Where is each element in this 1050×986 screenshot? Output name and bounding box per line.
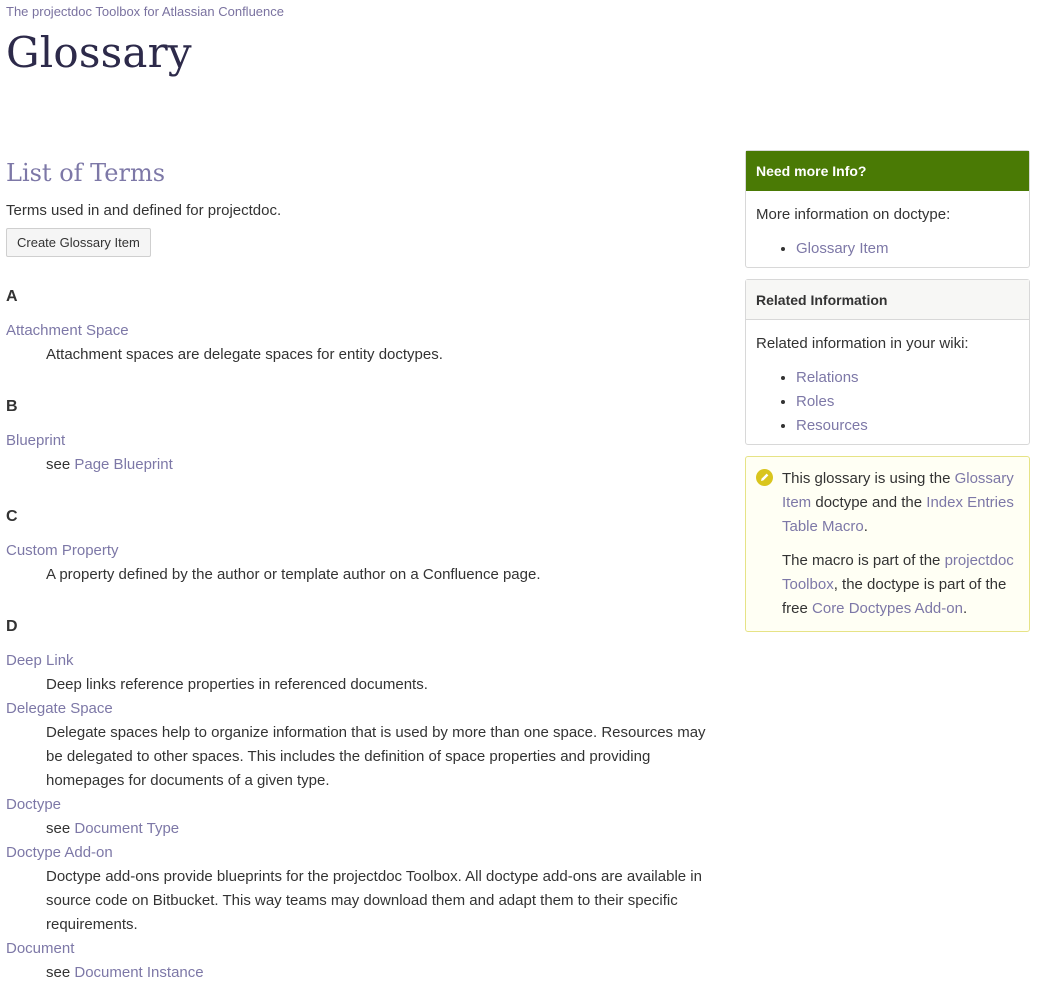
glossary-group-a — [6, 287, 722, 367]
link-core-doctypes-add-on[interactable]: Core Doctypes Add-on — [812, 600, 963, 617]
link-index-entries-table-macro[interactable]: Index Entries Table Macro — [782, 494, 1014, 535]
term-definition: Doctype add-ons provide blueprints for the projectdoc Toolbox. All doctype add-ons are available in source code on Bitbucket. This way teams may download them and adapt them to their specific requirements. — [46, 868, 702, 933]
panel-body — [746, 320, 1029, 444]
list-item — [796, 366, 1019, 390]
term-link-doctype-add-on[interactable]: Doctype Add-on — [6, 844, 113, 861]
term-definition — [46, 961, 722, 985]
glossary-term — [6, 649, 722, 697]
term-link-custom-property[interactable]: Custom Property — [6, 542, 119, 559]
link-projectdoc-toolbox[interactable]: projectdoc Toolbox — [782, 552, 1014, 593]
breadcrumb[interactable]: The projectdoc Toolbox for Atlassian Confluence — [6, 4, 284, 19]
term-link-deep-link[interactable]: Deep Link — [6, 652, 74, 669]
term-definition: Deep links reference properties in referenced documents. — [46, 676, 428, 693]
glossary-term — [6, 937, 722, 985]
term-link-delegate-space[interactable]: Delegate Space — [6, 700, 113, 717]
glossary-term — [6, 841, 722, 937]
pencil-icon — [756, 469, 773, 486]
see-prefix: see — [46, 456, 71, 473]
link-relations[interactable]: Relations — [796, 369, 859, 386]
panel-header: Need more Info? — [746, 151, 1029, 191]
term-definition: Attachment spaces are delegate spaces for entity doctypes. — [46, 346, 443, 363]
see-prefix: see — [46, 964, 71, 981]
list-item — [796, 414, 1019, 438]
note-text: doctype and the — [811, 494, 927, 511]
section-title: List of Terms — [6, 159, 166, 187]
term-definition: Delegate spaces help to organize information that is used by more than one space. Resources may be delegated to other spaces. This includes the definition of space properties and providing homepages for documents of a given type. — [46, 724, 706, 789]
page-title: Glossary — [6, 28, 192, 77]
see-link-page-blueprint[interactable]: Page Blueprint — [74, 456, 173, 473]
term-link-blueprint[interactable]: Blueprint — [6, 432, 66, 449]
term-definition — [46, 817, 722, 841]
need-more-info-panel — [745, 150, 1030, 268]
see-link-document-type[interactable]: Document Type — [74, 820, 180, 837]
main-content — [6, 156, 722, 981]
term-definition — [46, 453, 722, 477]
note-text: , the doctype is part of the free — [782, 576, 1007, 617]
note-paragraph-1 — [782, 467, 1017, 539]
term-link-document[interactable]: Document — [6, 940, 75, 957]
group-letter: B — [6, 398, 18, 415]
panel-body — [746, 191, 1029, 267]
panel-text: More information on doctype: — [756, 206, 951, 223]
note-text: . — [962, 600, 968, 617]
note-text: The macro is part of the — [782, 552, 945, 569]
link-glossary-item-doctype[interactable]: Glossary Item — [782, 470, 1014, 511]
note-paragraph-2 — [782, 549, 1017, 621]
glossary-term — [6, 429, 722, 477]
glossary-group-d — [6, 617, 722, 985]
list-item — [796, 237, 1019, 261]
link-glossary-item[interactable]: Glossary Item — [796, 240, 889, 257]
note-text: This glossary is using the — [782, 470, 955, 487]
note-text: . — [863, 518, 868, 535]
glossary-term — [6, 539, 722, 587]
panel-text: Related information in your wiki: — [756, 335, 969, 352]
term-link-doctype[interactable]: Doctype — [6, 796, 62, 813]
group-letter: A — [6, 288, 18, 305]
link-list — [756, 366, 1019, 438]
sidebar — [745, 150, 1030, 632]
glossary-group-b — [6, 397, 722, 477]
create-glossary-item-button[interactable]: Create Glossary Item — [6, 228, 151, 257]
link-resources[interactable]: Resources — [796, 417, 868, 434]
related-information-panel — [745, 279, 1030, 445]
glossary-term — [6, 319, 722, 367]
glossary-term — [6, 697, 722, 793]
group-letter: D — [6, 618, 18, 635]
group-letter: C — [6, 508, 18, 525]
term-definition: A property defined by the author or template author on a Confluence page. — [46, 566, 541, 583]
link-roles[interactable]: Roles — [796, 393, 835, 410]
see-link-document-instance[interactable]: Document Instance — [74, 964, 204, 981]
intro-text: Terms used in and defined for projectdoc. — [6, 202, 282, 219]
glossary-group-c — [6, 507, 722, 587]
term-link-attachment-space[interactable]: Attachment Space — [6, 322, 129, 339]
list-item — [796, 390, 1019, 414]
note-panel — [745, 456, 1030, 632]
glossary-term — [6, 793, 722, 841]
panel-header: Related Information — [746, 280, 1029, 320]
link-list — [756, 237, 1019, 261]
see-prefix: see — [46, 820, 71, 837]
